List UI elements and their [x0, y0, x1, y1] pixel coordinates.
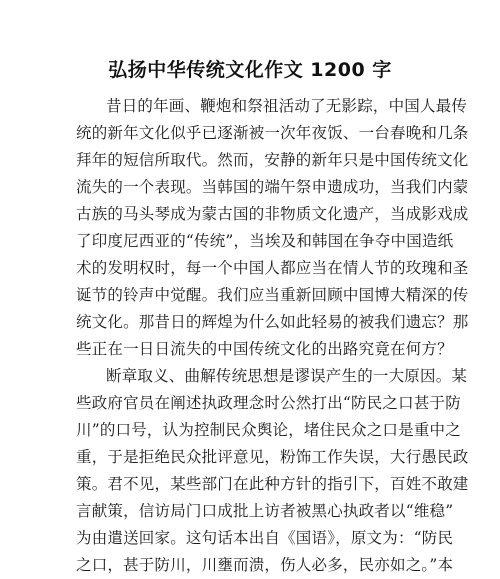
text-line: 昔日的年画、鞭炮和祭祖活动了无影踪，中国人最传 [106, 97, 468, 115]
text-line: 策。君不见，某些部门在此种方针的指引下，百姓不敢建 [76, 475, 469, 493]
text-line: 术的发明权时，每一个中国人都应当在情人节的玫瑰和圣 [76, 259, 469, 277]
text-line: 了印度尼西亚的“传统”，当埃及和韩国在争夺中国造纸 [76, 232, 454, 250]
text-line: 言献策，信访局门口成批上访者被黑心执政者以“维稳” [76, 502, 454, 520]
text-line: 统的新年文化似乎已逐渐被一次年夜饭、一台春晚和几条 [76, 124, 469, 142]
text-line: 古族的马头琴成为蒙古国的非物质文化遗产，当成影戏成 [76, 205, 469, 223]
text-line: 拜年的短信所取代。然而，安静的新年只是中国传统文化 [76, 151, 469, 169]
text-line: 断章取义、曲解传统思想是谬误产生的一大原因。某 [106, 367, 468, 385]
text-line: 诞节的铃声中觉醒。我们应当重新回顾中国博大精深的传 [76, 286, 469, 304]
text-line: 重，于是拒绝民众批评意见，粉饰工作失误，大行愚民政 [76, 448, 469, 466]
text-line: 些正在一日日流失的中国传统文化的出路究竟在何方？ [76, 340, 453, 358]
document-title: 弘扬中华传统文化作文 1200 字 [108, 59, 392, 81]
paragraph [76, 93, 469, 363]
text-line: 些政府官员在阐述执政理念时公然打出“防民之口甚于防 [76, 394, 461, 412]
text-line: 为由遣送回家。这句话本出自《国语》，原文为：“防民 [76, 529, 454, 547]
paragraph [76, 363, 469, 579]
text-line: 统文化。那昔日的辉煌为什么如此轻易的被我们遗忘？那 [76, 313, 469, 331]
text-line: 川”的口号，认为控制民众舆论，堵住民众之口是重中之 [76, 421, 461, 439]
text-line: 流失的一个表现。当韩国的端午祭申遗成功，当我们内蒙 [76, 178, 469, 196]
text-line: 之口，甚于防川，川壅而溃，伤人必多，民亦如之。”本 [76, 556, 454, 574]
document-body [76, 93, 469, 579]
